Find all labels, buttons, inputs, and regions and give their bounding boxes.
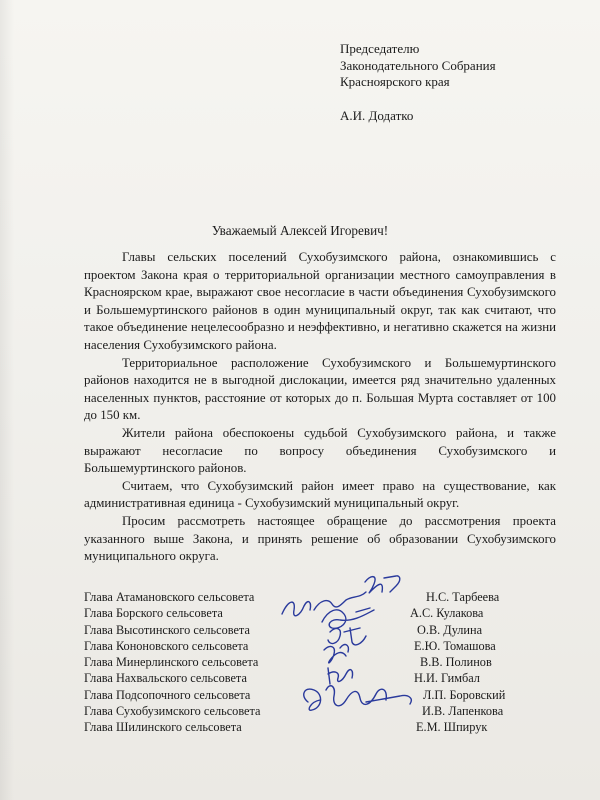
- signatory-role: Глава Атамановского сельсовета: [84, 590, 255, 604]
- signature-row: [84, 654, 544, 670]
- addressee-block: [340, 41, 496, 124]
- signatory-role: Глава Борского сельсовета: [84, 606, 223, 621]
- signatory-name: Н.И. Гимбал: [414, 671, 480, 686]
- paragraph-3: Жители района обеспокоены судьбой Сухобузимского района, и также выражают несогласие по вопросу объединения Сухобузимского и Большемуртинского районов.: [84, 425, 556, 476]
- addressee-line-3: Красноярского края: [340, 74, 450, 89]
- addressee-line-2: Законодательного Собрания: [340, 57, 496, 73]
- signature-row: [84, 622, 544, 638]
- signature-list: [84, 589, 544, 736]
- signatory-role: Глава Высотинского сельсовета: [84, 622, 250, 637]
- letter-body: [84, 249, 556, 566]
- signatory-role: Глава Нахвальского сельсовета: [84, 671, 247, 686]
- signature-row: [84, 589, 544, 605]
- signatory-name: О.В. Дулина: [417, 622, 483, 637]
- signature-row: [84, 605, 544, 621]
- paragraph-5: Просим рассмотреть настоящее обращение до рассмотрения проекта указанного выше Закона, и принять решение об образовании Сухобузимского муниципального округа.: [84, 513, 556, 564]
- signatory-role: Глава Минерлинского сельсовета: [84, 655, 259, 670]
- signatory-name: Е.М. Шпирук: [416, 720, 488, 735]
- signature-row: [84, 703, 544, 719]
- addressee-name: А.И. Додатко: [340, 107, 414, 123]
- signatory-name: И.В. Лапенкова: [422, 704, 504, 719]
- signature-row: [84, 670, 544, 686]
- signatory-role: Глава Кононовского сельсовета: [84, 638, 249, 653]
- signature-row: [84, 719, 544, 735]
- signatory-role: Глава Шилинского сельсовета: [84, 720, 242, 735]
- signatory-name: А.С. Кулакова: [410, 606, 484, 621]
- salutation: Уважаемый Алексей Игоревич!: [211, 223, 389, 238]
- addressee-line-1: Председателю: [340, 41, 420, 56]
- signatory-name: Н.С. Тарбеева: [426, 590, 500, 604]
- page-shadow: [0, 0, 14, 800]
- paragraph-1: Главы сельских поселений Сухобузимского района, ознакомившись с проектом Закона края о территориальной организации местного самоуправления в Красноярском крае, выражают свое несогласие в части объединения Сухобузимского и Большемуртинского районов в один муниципальный округ, так как считают, что такое объединение нецелесообразно и неэффективно, и негативно скажется на жизни населения Сухобузимского района.: [84, 250, 556, 352]
- signature-row: [84, 638, 544, 654]
- signatory-name: В.В. Полинов: [420, 655, 492, 670]
- paragraph-2: Территориальное расположение Сухобузимского и Большемуртинского районов находится не в выгодной дислокации, имеется ряд значительно удаленных населенных пунктов, расстояние от которых до п. Большая Мурта составляет от 100 до 150 км.: [84, 355, 556, 423]
- signatory-name: Л.П. Боровский: [423, 687, 506, 702]
- paragraph-4: Считаем, что Сухобузимский район имеет право на существование, как административная единица - Сухобузимский муниципальный округ.: [84, 478, 556, 511]
- signatory-name: Е.Ю. Томашова: [414, 638, 496, 653]
- signatory-role: Глава Подсопочного сельсовета: [84, 687, 251, 702]
- signatory-role: Глава Сухобузимского сельсовета: [84, 704, 261, 719]
- signature-row: [84, 687, 544, 703]
